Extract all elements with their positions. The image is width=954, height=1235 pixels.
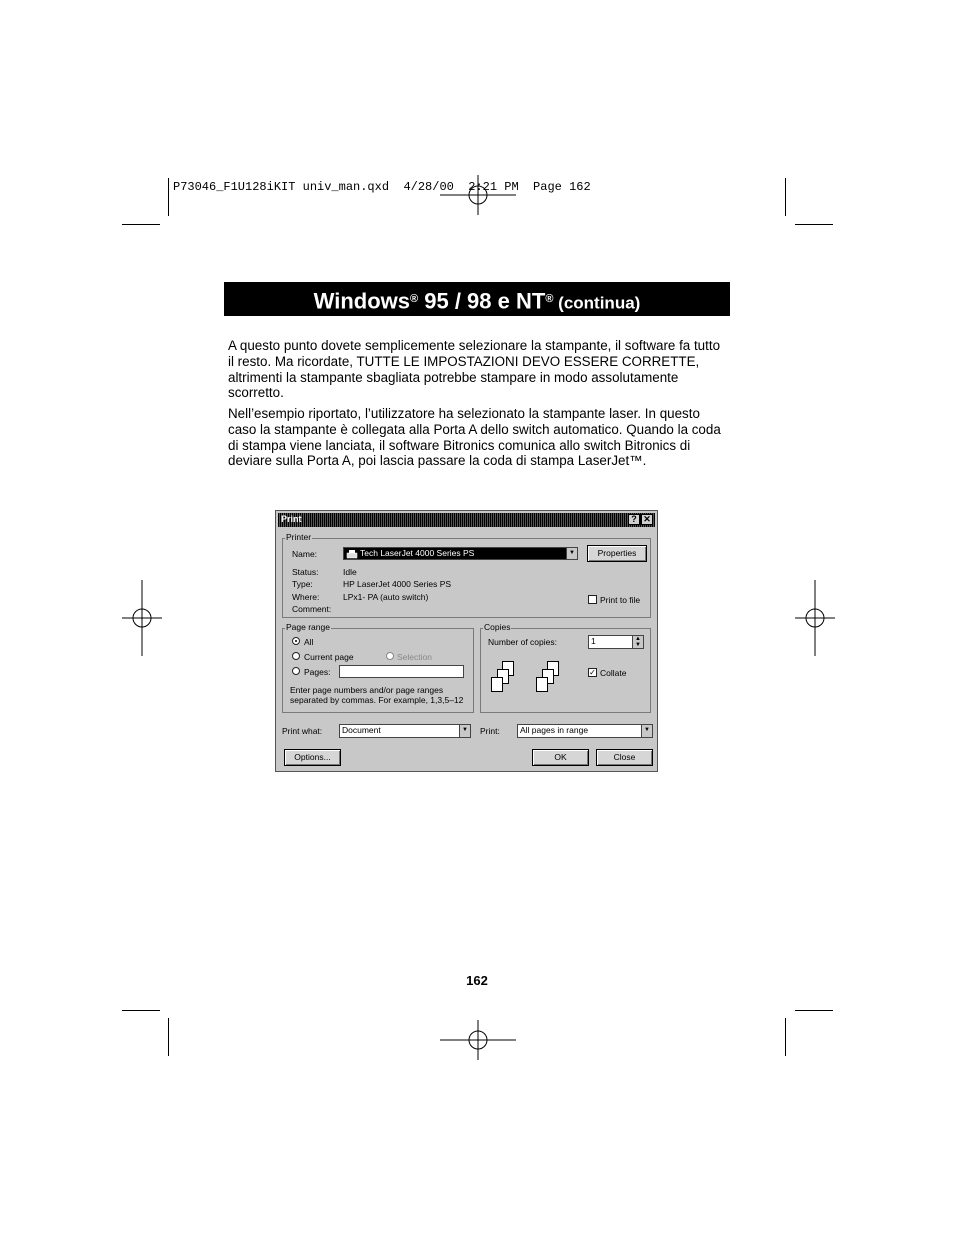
page-number: 162 xyxy=(466,973,488,988)
close-button[interactable]: Close xyxy=(596,749,653,766)
status-value: Idle xyxy=(343,567,357,577)
print-what-select[interactable] xyxy=(339,724,471,738)
print-to-file-checkbox[interactable] xyxy=(588,595,597,604)
print-to-file-label[interactable]: Print to file xyxy=(600,595,641,605)
paragraph: Nell’esempio riportato, l’utilizzatore ha selezionato la stampante laser. In questo caso la stampante è collegata alla Porta A dello switch automatico. Quando la coda di stampa viene lanciata, il software Bitronics comunica allo switch Bitronics di deviare sulla Porta A, poi lascia passare la coda di stampa LaserJet™. xyxy=(228,406,721,469)
print-slug: P73046_F1U128iKIT univ_man.qxd 4/28/00 2:21 PM Page 162 xyxy=(173,180,591,194)
where-label: Where: xyxy=(292,592,320,602)
crop-mark xyxy=(785,178,786,216)
printer-icon xyxy=(346,549,358,559)
pages-radio[interactable] xyxy=(292,667,300,675)
pages-input[interactable] xyxy=(339,665,464,678)
registration-mark-icon xyxy=(440,1020,516,1060)
crop-mark xyxy=(168,1018,169,1056)
registered-mark: ® xyxy=(410,293,419,305)
chevron-down-icon[interactable]: ▼ xyxy=(641,725,652,737)
print-label: Print: xyxy=(480,726,500,736)
type-label: Type: xyxy=(292,579,313,589)
num-copies-input[interactable] xyxy=(588,635,644,649)
section-banner xyxy=(224,282,730,316)
print-what-label: Print what: xyxy=(282,726,323,736)
crop-mark xyxy=(795,1010,833,1011)
chevron-down-icon[interactable]: ▼ xyxy=(459,725,470,737)
paragraph: A questo punto dovete semplicemente selezionare la stampante, il software fa tutto il resto. Ma ricordate, TUTTE LE IMPOSTAZIONI DEVO ESSERE CORRETTE, altrimenti la stampante sbagliata potrebbe stampare in modo assolutamente scorretto. xyxy=(228,338,721,401)
collate-label[interactable]: Collate xyxy=(600,668,627,678)
banner-mid: 95 / 98 e NT xyxy=(418,288,546,314)
selection-radio[interactable] xyxy=(386,652,394,660)
printer-group-label: Printer xyxy=(286,532,312,542)
close-icon[interactable]: ✕ xyxy=(641,514,653,525)
collate-checkbox[interactable]: ✓ xyxy=(589,668,596,677)
registration-mark-icon xyxy=(795,580,835,656)
current-page-radio[interactable] xyxy=(292,652,300,660)
crop-mark xyxy=(785,1018,786,1056)
spinner-icon[interactable]: ▲ ▼ xyxy=(632,636,643,648)
comment-label: Comment: xyxy=(292,604,332,614)
registration-mark-icon xyxy=(122,580,162,656)
dialog-titlebar xyxy=(278,513,655,527)
printer-name-value: Tech LaserJet 4000 Series PS xyxy=(360,548,475,558)
selection-label[interactable]: Selection xyxy=(397,652,432,662)
print-select[interactable] xyxy=(517,724,653,738)
page-icon xyxy=(491,677,503,692)
crop-mark xyxy=(122,224,160,225)
all-label[interactable]: All xyxy=(304,637,314,647)
num-copies-label: Number of copies: xyxy=(488,637,557,647)
page-icon xyxy=(536,677,548,692)
registered-mark: ® xyxy=(545,293,554,305)
copies-group-label: Copies xyxy=(484,622,511,632)
pages-hint: Enter page numbers and/or page ranges xyxy=(290,685,444,695)
crop-mark xyxy=(168,178,169,216)
options-button[interactable]: Options... xyxy=(284,749,341,766)
banner-word: Windows xyxy=(313,288,411,314)
current-page-label[interactable]: Current page xyxy=(304,652,354,662)
name-label: Name: xyxy=(292,549,318,559)
page-range-group-label: Page range xyxy=(286,622,330,632)
crop-mark xyxy=(795,224,833,225)
status-label: Status: xyxy=(292,567,319,577)
printer-name-select[interactable] xyxy=(343,547,578,560)
num-copies-value: 1 xyxy=(591,636,596,646)
ok-button[interactable]: OK xyxy=(532,749,589,766)
all-radio[interactable] xyxy=(292,637,300,645)
help-button[interactable]: ? xyxy=(628,514,640,525)
crop-mark xyxy=(122,1010,160,1011)
chevron-down-icon[interactable]: ▼ xyxy=(566,548,577,559)
properties-button[interactable]: Properties xyxy=(587,545,647,562)
type-value: HP LaserJet 4000 Series PS xyxy=(343,579,452,589)
pages-hint: separated by commas. For example, 1,3,5–12 xyxy=(290,695,464,705)
dialog-title: Print xyxy=(281,514,302,524)
banner-tail: (continua) xyxy=(553,293,641,313)
where-value: LPx1- PA (auto switch) xyxy=(343,592,429,602)
pages-label[interactable]: Pages: xyxy=(304,667,331,677)
print-what-value: Document xyxy=(342,725,381,735)
print-dialog xyxy=(275,510,658,772)
print-value: All pages in range xyxy=(520,725,589,735)
